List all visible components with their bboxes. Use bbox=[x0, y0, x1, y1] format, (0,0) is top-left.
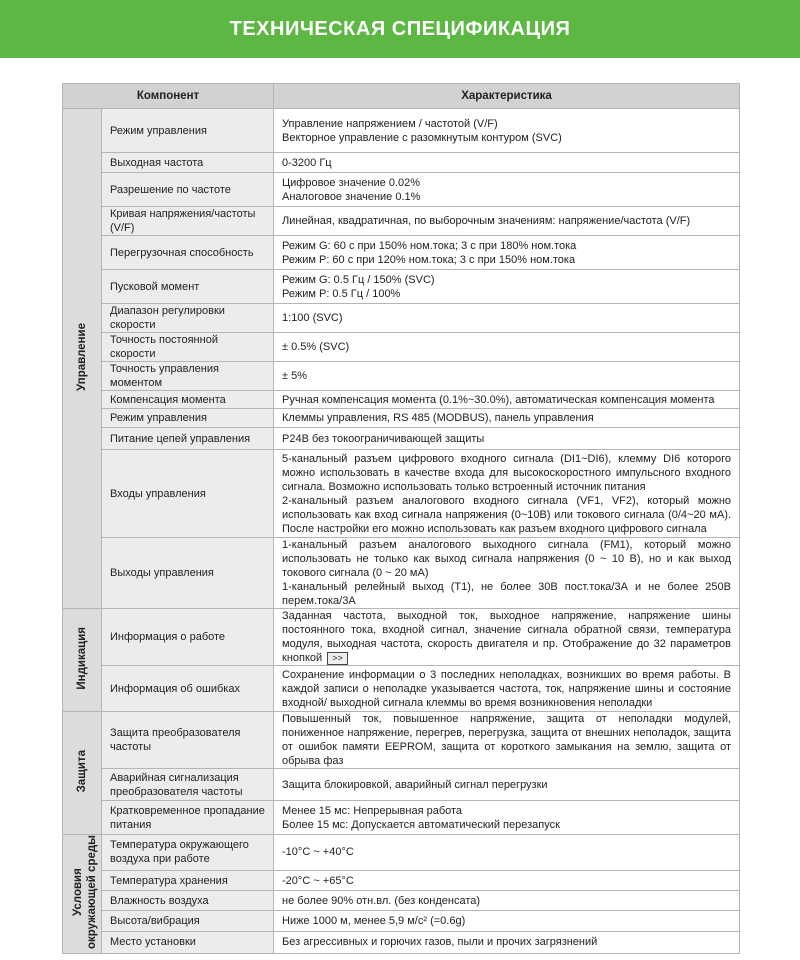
table-row bbox=[63, 835, 740, 871]
table-body bbox=[63, 109, 740, 954]
characteristic-value bbox=[274, 712, 740, 769]
characteristic-value bbox=[274, 835, 740, 871]
characteristic-value bbox=[274, 304, 740, 333]
component-name: Пусковой момент bbox=[102, 270, 274, 304]
characteristic-value bbox=[274, 538, 740, 609]
characteristic-text: 0-3200 Гц bbox=[282, 156, 332, 169]
characteristic-text: -20°C ~ +65°C bbox=[282, 874, 354, 887]
characteristic-text: Без агрессивных и горючих газов, пыли и прочих загрязнений bbox=[282, 936, 598, 949]
characteristic-value bbox=[274, 173, 740, 207]
characteristic-text: Заданная частота, выходной ток, выходное напряжение, напряжение шины постоянного тока, входной сигнал, значение сигнала обратной связи, температура модуля, выходная частота, скорость двигателя и пр. Отображение до 32 параметров кнопкой bbox=[282, 610, 732, 664]
component-name: Режим управления bbox=[102, 409, 274, 428]
component-name: Точность управления моментом bbox=[102, 362, 274, 391]
component-name: Информация о работе bbox=[102, 609, 274, 666]
component-name: Аварийная сигнализация преобразователя частоты bbox=[102, 769, 274, 801]
table-row bbox=[63, 712, 740, 769]
scroll-key-icon: >> bbox=[327, 652, 348, 665]
table-row bbox=[63, 109, 740, 153]
characteristic-text: Линейная, квадратичная, по выборочным значениям: напряжение/частота (V/F) bbox=[282, 215, 691, 227]
characteristic-value bbox=[274, 333, 740, 362]
group-cell bbox=[63, 712, 102, 835]
characteristic-value bbox=[274, 870, 740, 890]
table-row bbox=[63, 911, 740, 931]
characteristic-text: Ручная компенсация момента (0.1%~30.0%), автоматическая компенсация момента bbox=[282, 393, 715, 406]
component-name: Информация об ошибках bbox=[102, 666, 274, 712]
characteristic-value bbox=[274, 450, 740, 538]
group-label: Условия окружающей среды bbox=[72, 835, 98, 950]
title-banner bbox=[0, 0, 800, 58]
table-row bbox=[63, 236, 740, 270]
component-name: Точность постоянной скорости bbox=[102, 333, 274, 362]
characteristic-value bbox=[274, 153, 740, 173]
characteristic-header: Характеристика bbox=[274, 84, 740, 109]
table-row bbox=[63, 409, 740, 428]
characteristic-text: Защита блокировкой, аварийный сигнал перегрузки bbox=[282, 778, 548, 791]
component-name: Разрешение по частоте bbox=[102, 173, 274, 207]
characteristic-text: 1:100 (SVC) bbox=[282, 312, 343, 324]
characteristic-text: Цифровое значение 0.02% Аналоговое значение 0.1% bbox=[282, 176, 421, 203]
characteristic-text: Управление напряжением / частотой (V/F) Векторное управление с разомкнутым контуром (SVC) bbox=[282, 117, 562, 144]
characteristic-text: 5-канальный разъем цифрового входного сигнала (DI1~DI6), клемму DI6 которого можно использовать в качестве входа для высокоскоростного импульсного входного сигнала. Возможно использовать только встроенный источник питания 2-канальный разъем аналогового входного сигнала (VF1, VF2), который можно использовать как вход сигнала напряжения (0~10В) или токового сигнала (0/4~20 мА). После настройки его можно использовать как разъем входного цифрового сигнала bbox=[282, 452, 732, 535]
component-name: Кратковременное пропадание питания bbox=[102, 801, 274, 835]
characteristic-text: Повышенный ток, повышенное напряжение, защита от неполадки модулей, пониженное напряжение, перегрев, перегрузка, защита от внешних неполадок, защита от ошибок памяти EEPROM, защита от короткого замыкания на землю, защита от обрыва фаз bbox=[282, 713, 732, 767]
characteristic-value bbox=[274, 270, 740, 304]
characteristic-text: -10°C ~ +40°C bbox=[282, 846, 354, 859]
table-row bbox=[63, 891, 740, 911]
characteristic-value bbox=[274, 769, 740, 801]
group-cell bbox=[63, 835, 102, 954]
group-label: Управление bbox=[76, 322, 88, 391]
component-name: Входы управления bbox=[102, 450, 274, 538]
table-row bbox=[63, 666, 740, 712]
component-name: Температура хранения bbox=[102, 870, 274, 890]
group-cell bbox=[63, 609, 102, 712]
characteristic-text: 1-канальный разъем аналогового выходного сигнала (FM1), который можно использовать не только как выход сигнала напряжения (0 ~ 10 В), но и как выход токового сигнала (0 ~ 20 мА) 1-канальный релейный выход (T1), не более 30В пост.тока/3А и не более 250В перем.тока/3А bbox=[282, 539, 732, 607]
component-name: Место установки bbox=[102, 931, 274, 953]
spec-table bbox=[62, 83, 740, 954]
component-name: Влажность воздуха bbox=[102, 891, 274, 911]
table-row bbox=[63, 173, 740, 207]
characteristic-text: Клеммы управления, RS 485 (MODBUS), панель управления bbox=[282, 412, 594, 424]
table-row bbox=[63, 870, 740, 890]
table-row bbox=[63, 391, 740, 409]
characteristic-text: не более 90% отн.вл. (без конденсата) bbox=[282, 894, 481, 907]
characteristic-value bbox=[274, 391, 740, 409]
component-name: Компенсация момента bbox=[102, 391, 274, 409]
table-row bbox=[63, 153, 740, 173]
characteristic-text: Ниже 1000 м, менее 5,9 м/с² (=0.6g) bbox=[282, 914, 466, 927]
characteristic-text: P24B без токоограничивающей защиты bbox=[282, 432, 485, 445]
characteristic-text: ± 5% bbox=[282, 370, 308, 382]
component-name: Перегрузочная способность bbox=[102, 236, 274, 270]
table-row bbox=[63, 270, 740, 304]
table-row bbox=[63, 362, 740, 391]
characteristic-value bbox=[274, 109, 740, 153]
characteristic-value bbox=[274, 666, 740, 712]
table-row bbox=[63, 769, 740, 801]
characteristic-text: ± 0.5% (SVC) bbox=[282, 341, 350, 353]
characteristic-text: Режим G: 60 с при 150% ном.тока; 3 с при 180% ном.тока Режим P: 60 с при 120% ном.тока; 3 с при 150% ном.тока bbox=[282, 239, 577, 266]
table-row bbox=[63, 801, 740, 835]
table-row bbox=[63, 428, 740, 450]
characteristic-value bbox=[274, 911, 740, 931]
table-row bbox=[63, 207, 740, 236]
page-title: ТЕХНИЧЕСКАЯ СПЕЦИФИКАЦИЯ bbox=[229, 17, 571, 40]
table-row bbox=[63, 538, 740, 609]
characteristic-value bbox=[274, 236, 740, 270]
component-name: Выходы управления bbox=[102, 538, 274, 609]
group-cell bbox=[63, 109, 102, 609]
component-name: Защита преобразователя частоты bbox=[102, 712, 274, 769]
characteristic-value bbox=[274, 891, 740, 911]
component-name: Выходная частота bbox=[102, 153, 274, 173]
group-label: Защита bbox=[76, 749, 88, 793]
component-name: Питание цепей управления bbox=[102, 428, 274, 450]
characteristic-value bbox=[274, 801, 740, 835]
characteristic-value bbox=[274, 409, 740, 428]
component-name: Температура окружающего воздуха при работе bbox=[102, 835, 274, 871]
table-row bbox=[63, 609, 740, 666]
table-row bbox=[63, 450, 740, 538]
component-name: Диапазон регулировки скорости bbox=[102, 304, 274, 333]
characteristic-value bbox=[274, 609, 740, 666]
characteristic-value bbox=[274, 931, 740, 953]
component-name: Режим управления bbox=[102, 109, 274, 153]
table-header-row bbox=[63, 84, 740, 109]
characteristic-text: Сохранение информации о 3 последних неполадках, возникших во время работы. В каждой записи о неполадке указывается частота, ток, напряжение шины и состояние входной/ выходной сигнала клеммы во время возникновения неполадки bbox=[282, 668, 732, 709]
group-label: Индикация bbox=[76, 626, 88, 690]
characteristic-text: Режим G: 0.5 Гц / 150% (SVC) Режим P: 0.5 Гц / 100% bbox=[282, 273, 435, 300]
characteristic-text: Менее 15 мс: Непрерывная работа Более 15 мс: Допускается автоматический перезапуск bbox=[282, 804, 560, 831]
table-row bbox=[63, 304, 740, 333]
component-name: Высота/вибрация bbox=[102, 911, 274, 931]
component-name: Кривая напряжения/частоты (V/F) bbox=[102, 207, 274, 236]
table-row bbox=[63, 333, 740, 362]
characteristic-value bbox=[274, 207, 740, 236]
table-row bbox=[63, 931, 740, 953]
characteristic-value bbox=[274, 428, 740, 450]
component-header: Компонент bbox=[63, 84, 274, 109]
characteristic-value bbox=[274, 362, 740, 391]
